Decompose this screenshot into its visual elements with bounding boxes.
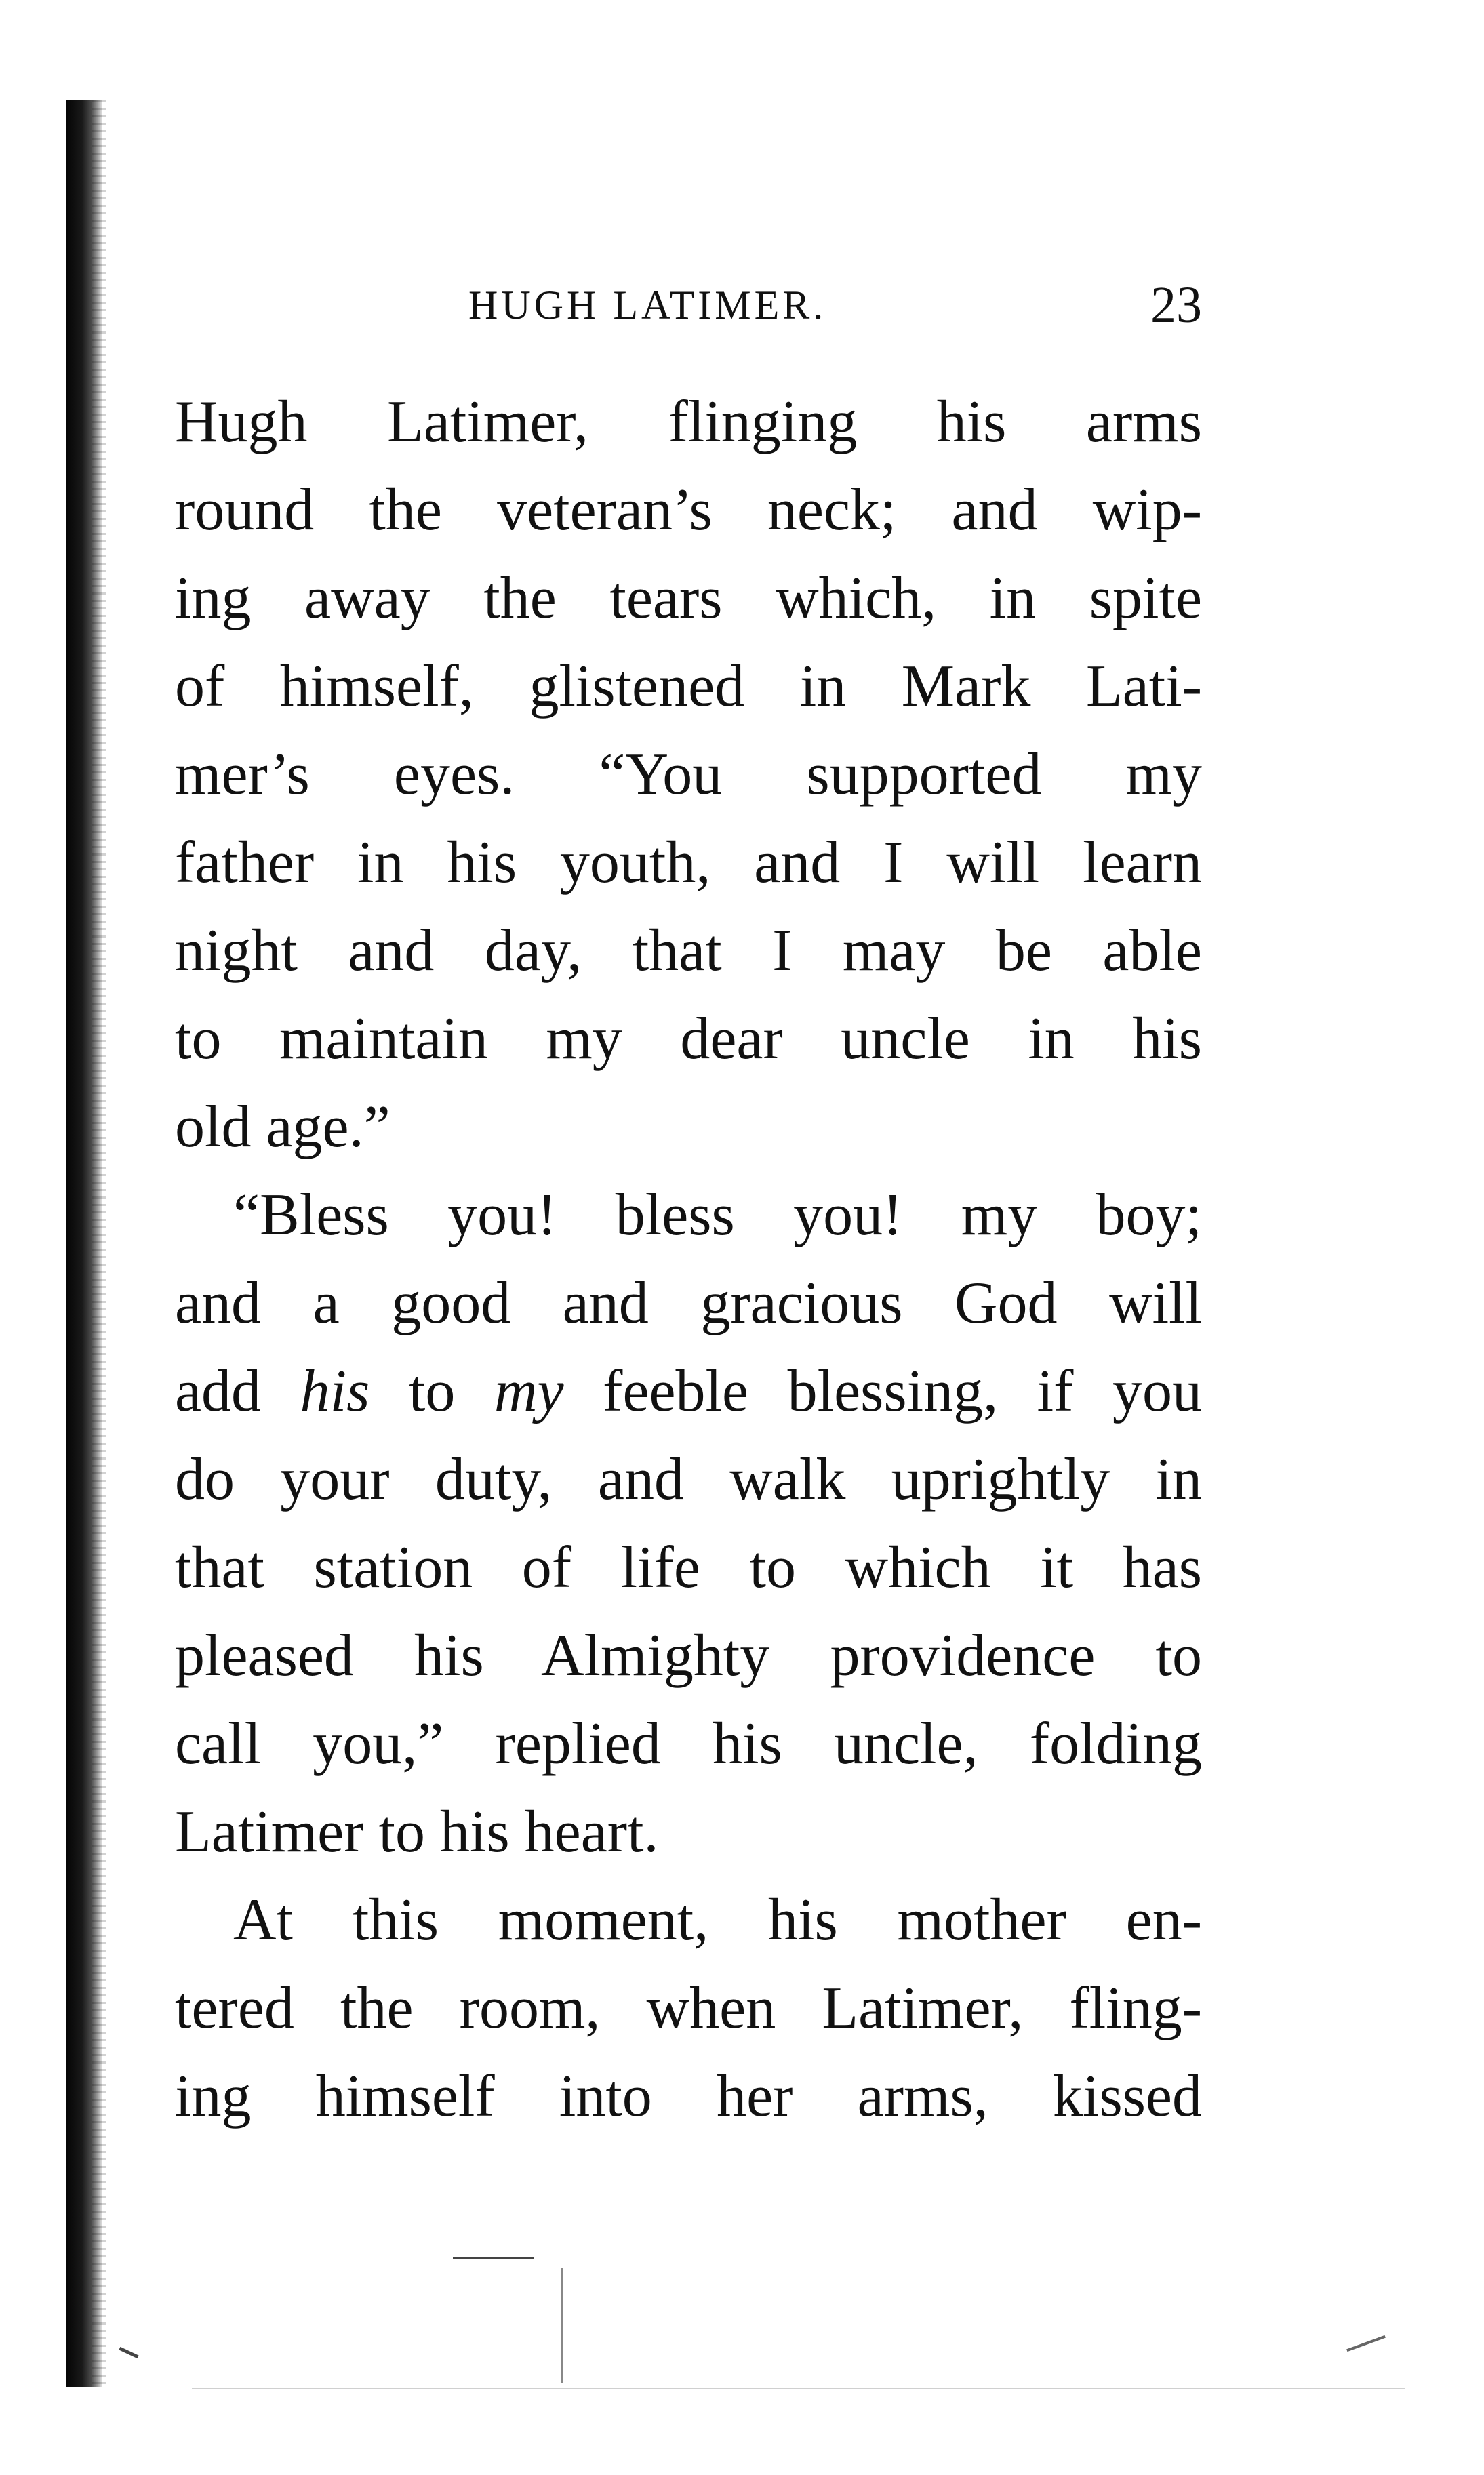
text-fragment: to (369, 1359, 494, 1424)
text-line: old age.” (175, 1094, 390, 1160)
text-line: ing himself into her arms, kissed (175, 2064, 1202, 2129)
text-line: ing away the tears which, in spite (175, 565, 1202, 631)
text-line: Hugh Latimer, flinging his arms (175, 389, 1202, 455)
text-line: tered the room, when Latimer, fling- (175, 1975, 1202, 2041)
text-line: call you,” replied his uncle, folding (175, 1711, 1202, 1777)
text-line: of himself, glistened in Mark Lati- (175, 653, 1202, 719)
text-line: mer’s eyes. “You supported my (175, 742, 1202, 807)
text-line: and a good and gracious God will (175, 1270, 1202, 1336)
text-line: “Bless you! bless you! my boy; (233, 1182, 1202, 1248)
text-line: to maintain my dear uncle in his (175, 1006, 1202, 1072)
text-line: night and day, that I may be able (175, 918, 1202, 984)
body-text (175, 378, 1202, 2141)
text-fragment: feeble blessing, if you (563, 1359, 1202, 1424)
italic-word: his (300, 1359, 370, 1424)
text-fragment: add (175, 1359, 300, 1424)
text-line: do your duty, and walk uprightly in (175, 1447, 1202, 1512)
page-header (175, 275, 1202, 336)
text-line: At this moment, his mother en- (233, 1887, 1202, 1953)
text-line: father in his youth, and I will learn (175, 830, 1202, 896)
text-line: Latimer to his heart. (175, 1799, 659, 1865)
scan-mark (119, 2347, 138, 2358)
italic-word: my (494, 1359, 564, 1424)
running-title: HUGH LATIMER. (468, 283, 827, 327)
scan-mark (453, 2257, 534, 2259)
page-number: 23 (1150, 277, 1202, 334)
text-line: that station of life to which it has (175, 1535, 1202, 1601)
scan-mark (192, 2388, 1405, 2389)
text-line: pleased his Almighty providence to (175, 1623, 1202, 1689)
spine-texture (92, 100, 106, 2387)
scan-mark (1346, 2335, 1386, 2352)
text-line: round the veteran’s neck; and wip- (175, 477, 1202, 543)
text-line-with-italics (175, 1348, 1202, 1436)
scan-mark (561, 2268, 563, 2383)
